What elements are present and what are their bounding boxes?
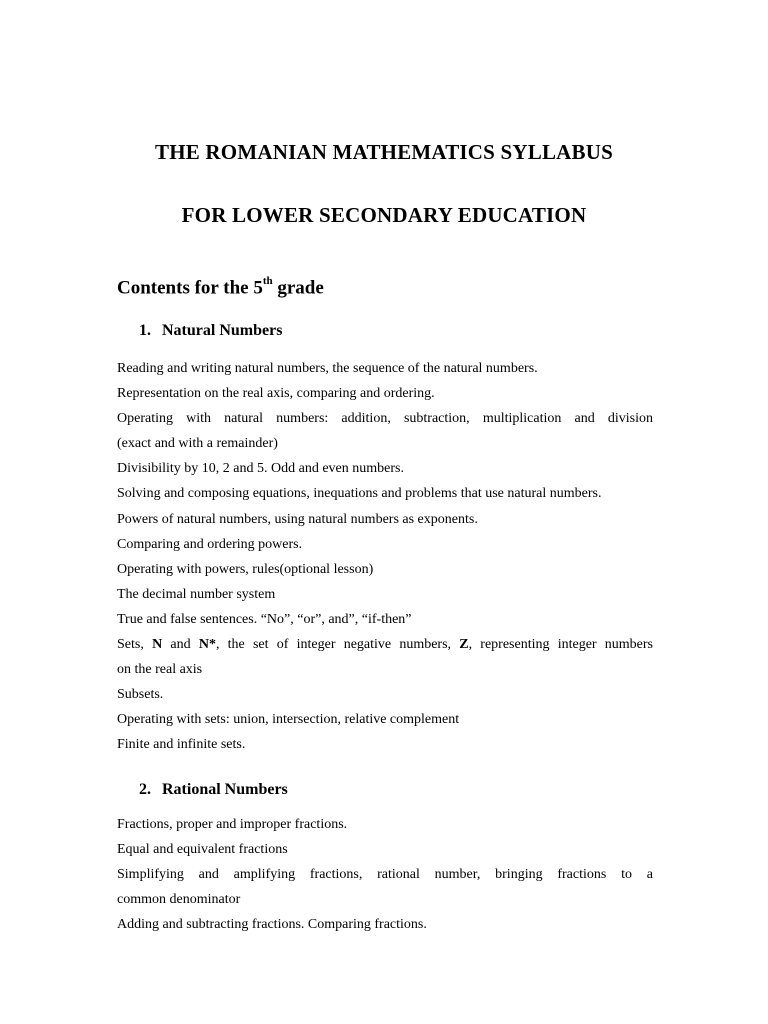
text-line: Representation on the real axis, comparing and ordering. <box>117 386 435 402</box>
text-line: Simplifying and amplifying fractions, rational number, bringing fractions to a <box>117 867 653 883</box>
text-line: The decimal number system <box>117 586 276 602</box>
section-number: 1. <box>139 322 151 339</box>
text-line: Comparing and ordering powers. <box>117 536 303 552</box>
text-line: Equal and equivalent fractions <box>117 842 288 858</box>
nonzero-naturals-symbol: N* <box>198 637 216 653</box>
text-line: on the real axis <box>117 662 203 678</box>
section-title: Natural Numbers <box>162 322 283 339</box>
text-line: Powers of natural numbers, using natural numbers as exponents. <box>117 511 478 527</box>
section-number: 2. <box>139 781 151 798</box>
text-line: Adding and subtracting fractions. Comparing fractions. <box>117 917 427 933</box>
document-title-line-1: THE ROMANIAN MATHEMATICS SYLLABUS <box>155 140 613 164</box>
section-heading-rational-numbers <box>139 781 288 799</box>
text-line: Finite and infinite sets. <box>117 737 246 753</box>
contents-heading-suffix: grade <box>272 277 324 299</box>
sets-text-part: , representing integer numbers <box>468 637 654 653</box>
section-heading-natural-numbers <box>139 322 282 340</box>
sets-text-line <box>117 632 653 657</box>
text-line: common denominator <box>117 892 241 908</box>
section-body-natural-numbers <box>117 356 653 758</box>
contents-heading-prefix: Contents for the 5 <box>117 277 263 299</box>
natural-numbers-symbol: N <box>152 637 163 653</box>
contents-heading-superscript: th <box>262 275 273 287</box>
text-line: Subsets. <box>117 687 164 703</box>
section-body-rational-numbers <box>117 812 653 937</box>
text-line: Divisibility by 10, 2 and 5. Odd and even numbers. <box>117 461 404 477</box>
text-line: Operating with powers, rules(optional lesson) <box>117 561 374 577</box>
contents-heading <box>117 277 324 299</box>
sets-text-part: Sets, <box>117 637 153 653</box>
text-line: Operating with natural numbers: addition, subtraction, multiplication and division <box>117 411 653 427</box>
text-line: True and false sentences. “No”, “or”, and”, “if-then” <box>117 611 412 627</box>
document-title-line-2: FOR LOWER SECONDARY EDUCATION <box>181 203 587 227</box>
text-line: Reading and writing natural numbers, the sequence of the natural numbers. <box>117 361 538 376</box>
section-title: Rational Numbers <box>162 781 288 798</box>
sets-text-part: and <box>162 637 199 653</box>
text-line: (exact and with a remainder) <box>117 436 278 452</box>
integers-symbol: Z <box>459 637 469 653</box>
text-line: Operating with sets: union, intersection, relative complement <box>117 712 460 728</box>
sets-text-part: , the set of integer negative numbers, <box>215 637 460 653</box>
text-line: Fractions, proper and improper fractions. <box>117 817 348 832</box>
text-line: Solving and composing equations, inequations and problems that use natural numbers. <box>117 486 602 502</box>
